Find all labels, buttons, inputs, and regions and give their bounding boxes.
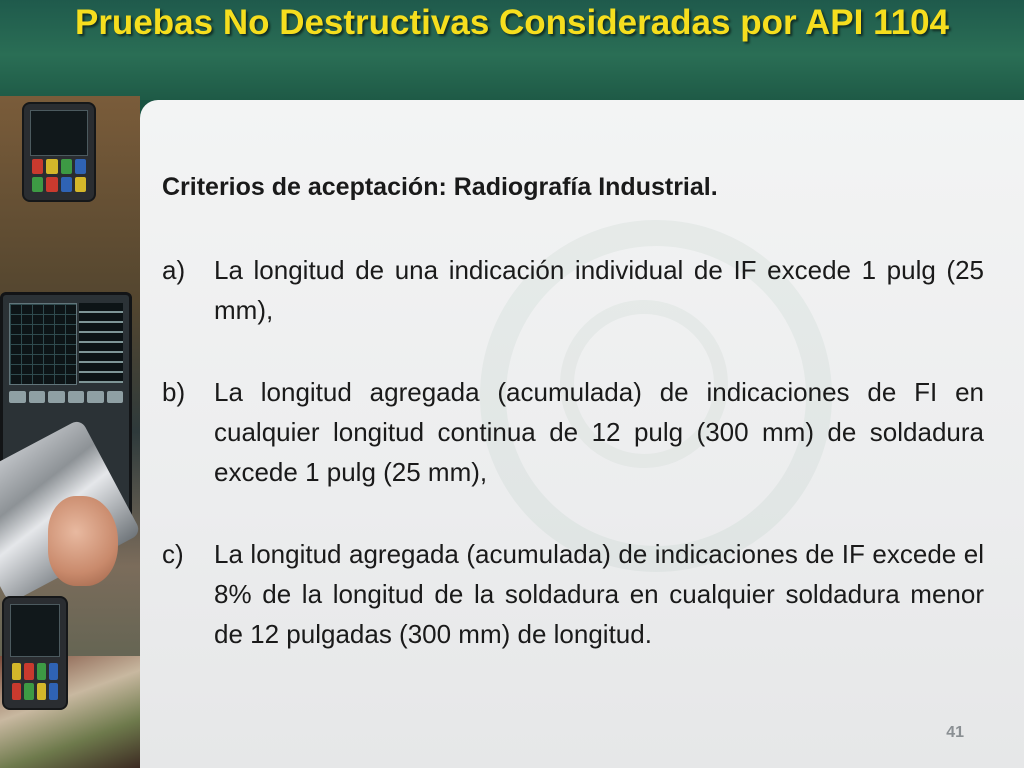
list-marker: b) — [162, 377, 186, 407]
list-marker: a) — [162, 255, 186, 285]
list-item — [162, 534, 984, 654]
list-item-text: La longitud agregada (acumulada) de indicaciones de IF excede el 8% de la longitud de la soldadura en cualquier soldadura menor de 12 pulgadas (300 mm) de longitud. — [214, 539, 984, 649]
header-bar — [0, 0, 1024, 100]
hand-image — [48, 496, 118, 586]
slide-number: 41 — [946, 724, 964, 741]
list-item-text: La longitud agregada (acumulada) de indicaciones de FI en cualquier longitud continua de 12 pulg (300 mm) de soldadura excede 1 pulg (25 mm), — [214, 377, 984, 487]
flaw-detector-device-top — [22, 102, 96, 202]
list-item — [162, 250, 984, 330]
list-item — [162, 372, 984, 492]
slide-title: Pruebas No Destructivas Consideradas por API 1104 — [74, 3, 950, 42]
decorative-photo-collage — [0, 96, 140, 768]
flaw-detector-device-bottom — [2, 596, 68, 710]
list-marker: c) — [162, 539, 184, 569]
section-heading: Criterios de aceptación: Radiografía Industrial. — [162, 173, 718, 201]
list-item-text: La longitud de una indicación individual de IF excede 1 pulg (25 mm), — [214, 255, 984, 325]
